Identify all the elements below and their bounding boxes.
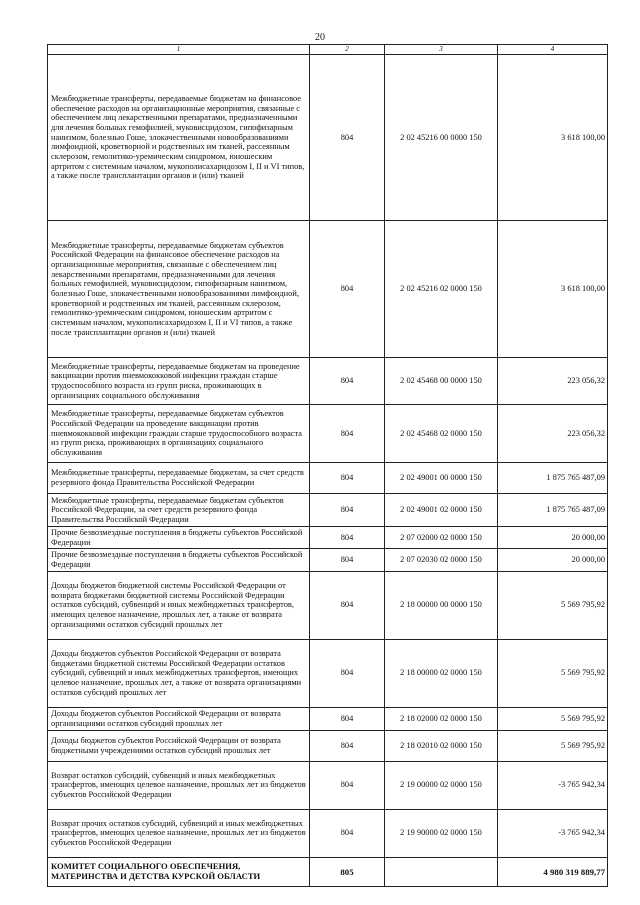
- row-budget-code: 2 19 00000 02 0000 150: [385, 761, 498, 809]
- page-number: 20: [315, 32, 325, 43]
- row-amount: 4 980 319 889,77: [498, 857, 608, 886]
- table-row: [48, 707, 608, 730]
- row-description: Межбюджетные трансферты, передаваемые бюджетам на финансовое обеспечение расходов на организационные мероприятия, связанные с обеспечением лиц лекарственными препаратами, предназначенными для лечения больных гемофилией, муковисцидозом, гипофизарным нанизмом, болезнью Гоше, злокачественными новообразованиями лимфоидной, кроветворной и родственных им тканей, рассеянным склерозом, гемолитико-уремическим синдромом, юношеским артритом с системным началом, мукополисахаридозом I, II и VI типов, а также после трансплантации органов и (или) тканей: [48, 55, 310, 221]
- row-admin-code: 804: [310, 405, 385, 463]
- row-admin-code: 804: [310, 55, 385, 221]
- row-budget-code: 2 02 45468 02 0000 150: [385, 405, 498, 463]
- row-description: Доходы бюджетов бюджетной системы Российской Федерации от возврата бюджетами бюджетной системы Российской Федерации остатков субсидий, субвенций и иных межбюджетных трансфертов, имеющих целевое назначение, прошлых лет, а также от возврата организациями остатков субсидий прошлых лет: [48, 571, 310, 639]
- table-row: [48, 221, 608, 358]
- row-description: Доходы бюджетов субъектов Российской Федерации от возврата бюджетами бюджетной системы Российской Федерации остатков субсидий, субвенций и иных межбюджетных трансфертов, имеющих целевое назначение, прошлых лет, а также от возврата организациями остатков субсидий прошлых лет: [48, 639, 310, 707]
- row-amount: 20 000,00: [498, 549, 608, 571]
- table-row: [48, 761, 608, 809]
- row-amount: 1 875 765 487,09: [498, 463, 608, 494]
- row-budget-code: 2 18 00000 00 0000 150: [385, 571, 498, 639]
- column-number: 4: [498, 45, 608, 55]
- row-description: Межбюджетные трансферты, передаваемые бюджетам на проведение вакцинации против пневмококковой инфекции граждан старше трудоспособного возраста из групп риска, проживающих в организациях социального обслуживания: [48, 358, 310, 405]
- row-budget-code: 2 02 49001 00 0000 150: [385, 463, 498, 494]
- row-amount: -3 765 942,34: [498, 761, 608, 809]
- row-amount: 3 618 100,00: [498, 55, 608, 221]
- table-row: [48, 571, 608, 639]
- row-admin-code: 804: [310, 707, 385, 730]
- row-amount: 5 569 795,92: [498, 707, 608, 730]
- row-amount: -3 765 942,34: [498, 809, 608, 857]
- column-number: 1: [48, 45, 310, 55]
- column-number-row: [48, 45, 608, 55]
- table-row: [48, 358, 608, 405]
- row-budget-code: 2 02 45216 00 0000 150: [385, 55, 498, 221]
- row-description: Возврат прочих остатков субсидий, субвенций и иных межбюджетных трансфертов, имеющих целевое назначение, прошлых лет из бюджетов субъектов Российской Федерации: [48, 809, 310, 857]
- row-amount: 5 569 795,92: [498, 639, 608, 707]
- row-budget-code: 2 07 02000 02 0000 150: [385, 527, 498, 549]
- row-description: Межбюджетные трансферты, передаваемые бюджетам субъектов Российской Федерации на финансовое обеспечение расходов на организационные мероприятия, связанные с обеспечением лиц лекарственными препаратами, предназначенными для лечения больных гемофилией, муковисцидозом, гипофизарным нанизмом, болезнью Гоше, злокачественными новообразованиями лимфоидной, кроветворной и родственных им тканей, рассеянным склерозом, гемолитико-уремическим синдромом, юношеским артритом с системным началом, мукополисахаридозом I, II и VI типов, а также после трансплантации органов и (или) тканей: [48, 221, 310, 358]
- row-budget-code: 2 02 49001 02 0000 150: [385, 494, 498, 527]
- row-admin-code: 804: [310, 571, 385, 639]
- row-budget-code: 2 07 02030 02 0000 150: [385, 549, 498, 571]
- table-total-row: [48, 857, 608, 886]
- row-amount: 1 875 765 487,09: [498, 494, 608, 527]
- row-admin-code: 804: [310, 463, 385, 494]
- table-row: [48, 494, 608, 527]
- table-row: [48, 639, 608, 707]
- row-amount: 5 569 795,92: [498, 571, 608, 639]
- row-admin-code: 804: [310, 809, 385, 857]
- row-description: Межбюджетные трансферты, передаваемые бюджетам, за счет средств резервного фонда Правительства Российской Федерации: [48, 463, 310, 494]
- row-description: Возврат остатков субсидий, субвенций и иных межбюджетных трансфертов, имеющих целевое назначение, прошлых лет из бюджетов субъектов Российской Федерации: [48, 761, 310, 809]
- row-description: КОМИТЕТ СОЦИАЛЬНОГО ОБЕСПЕЧЕНИЯ, МАТЕРИНСТВА И ДЕТСТВА КУРСКОЙ ОБЛАСТИ: [48, 857, 310, 886]
- row-budget-code: 2 18 00000 02 0000 150: [385, 639, 498, 707]
- row-admin-code: 804: [310, 494, 385, 527]
- table-row: [48, 809, 608, 857]
- row-budget-code: 2 19 90000 02 0000 150: [385, 809, 498, 857]
- row-admin-code: 804: [310, 639, 385, 707]
- row-admin-code: 804: [310, 527, 385, 549]
- row-admin-code: 804: [310, 761, 385, 809]
- column-number: 2: [310, 45, 385, 55]
- row-admin-code: 804: [310, 549, 385, 571]
- table-row: [48, 55, 608, 221]
- row-description: Межбюджетные трансферты, передаваемые бюджетам субъектов Российской Федерации на проведение вакцинации против пневмококковой инфекции граждан старше трудоспособного возраста из групп риска, проживающих в организациях социального обслуживания: [48, 405, 310, 463]
- row-admin-code: 805: [310, 857, 385, 886]
- row-budget-code: 2 18 02010 02 0000 150: [385, 730, 498, 761]
- row-budget-code: [385, 857, 498, 886]
- row-amount: 5 569 795,92: [498, 730, 608, 761]
- table-row: [48, 730, 608, 761]
- column-number: 3: [385, 45, 498, 55]
- table-row: [48, 527, 608, 549]
- row-admin-code: 804: [310, 730, 385, 761]
- row-budget-code: 2 18 02000 02 0000 150: [385, 707, 498, 730]
- row-amount: 3 618 100,00: [498, 221, 608, 358]
- row-budget-code: 2 02 45468 00 0000 150: [385, 358, 498, 405]
- row-amount: 223 056,32: [498, 405, 608, 463]
- row-amount: 223 056,32: [498, 358, 608, 405]
- row-description: Прочие безвозмездные поступления в бюджеты субъектов Российской Федерации: [48, 549, 310, 571]
- row-amount: 20 000,00: [498, 527, 608, 549]
- table-row: [48, 463, 608, 494]
- row-admin-code: 804: [310, 221, 385, 358]
- row-description: Межбюджетные трансферты, передаваемые бюджетам субъектов Российской Федерации, за счет средств резервного фонда Правительства Российской Федерации: [48, 494, 310, 527]
- revenue-table: [47, 44, 608, 887]
- table-row: [48, 405, 608, 463]
- row-budget-code: 2 02 45216 02 0000 150: [385, 221, 498, 358]
- row-description: Доходы бюджетов субъектов Российской Федерации от возврата бюджетными учреждениями остатков субсидий прошлых лет: [48, 730, 310, 761]
- table-row: [48, 549, 608, 571]
- row-admin-code: 804: [310, 358, 385, 405]
- row-description: Прочие безвозмездные поступления в бюджеты субъектов Российской Федерации: [48, 527, 310, 549]
- row-description: Доходы бюджетов субъектов Российской Федерации от возврата организациями остатков субсидий прошлых лет: [48, 707, 310, 730]
